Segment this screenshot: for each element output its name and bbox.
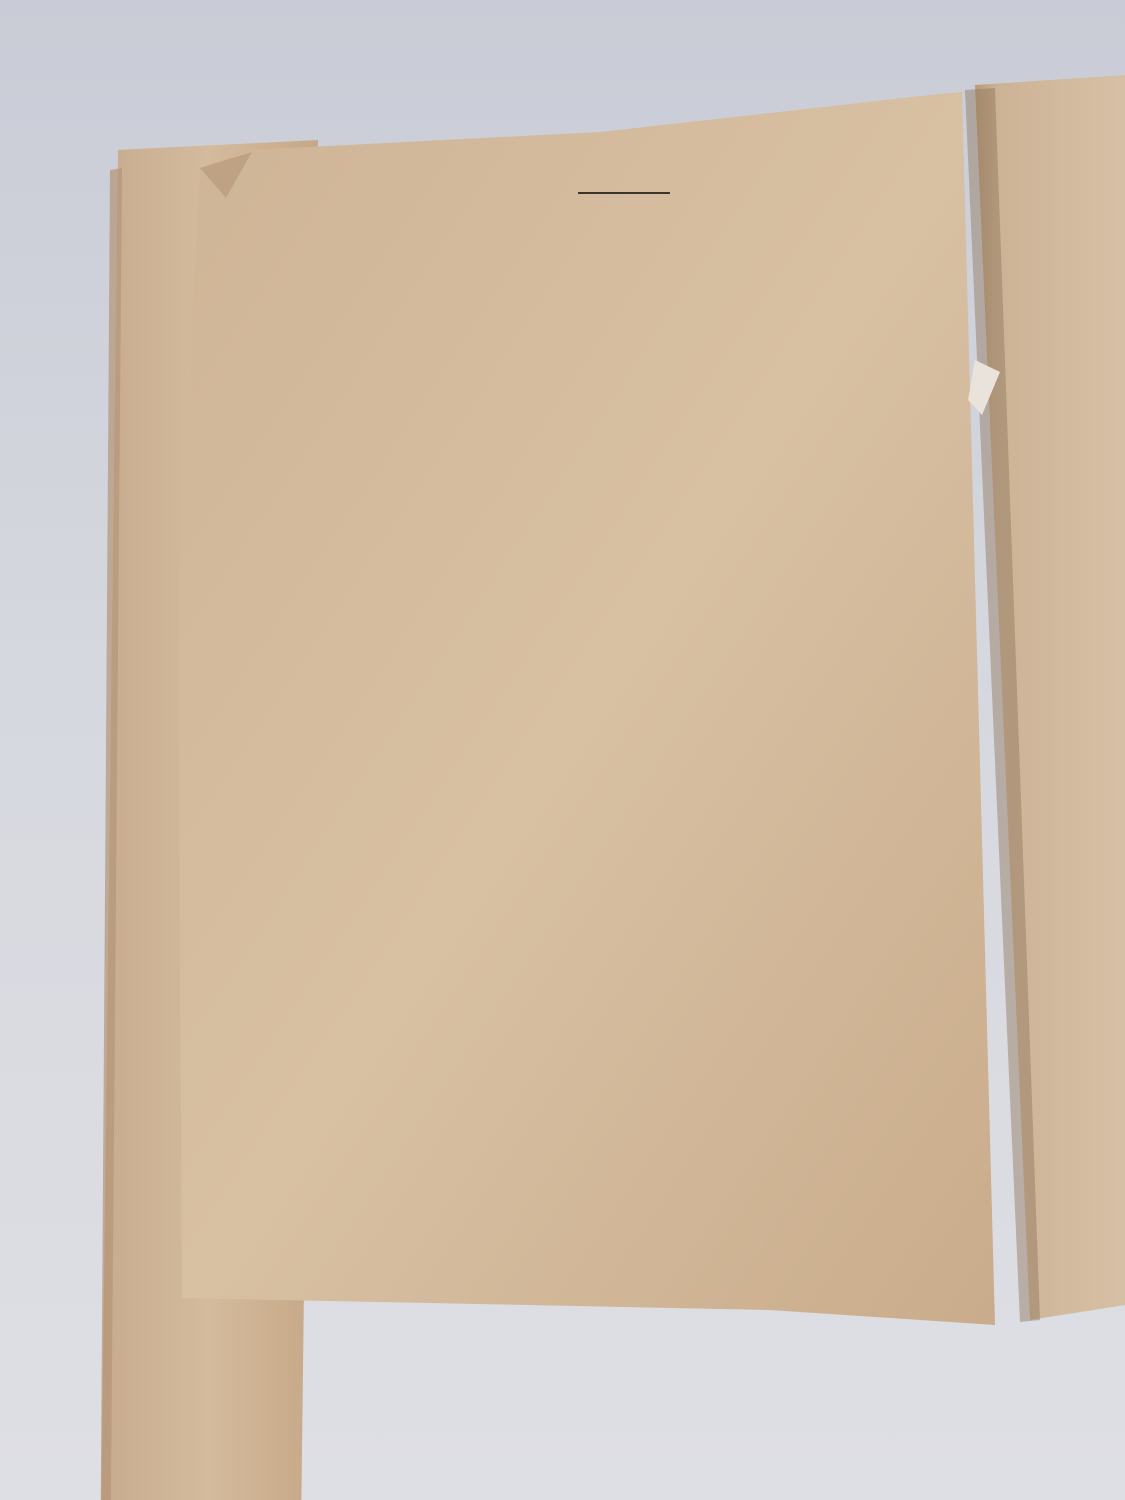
page-number-rule: [578, 192, 670, 194]
section-heading: [255, 572, 955, 578]
paragraph-main: [250, 618, 965, 624]
paragraph-last: [253, 1187, 965, 1192]
